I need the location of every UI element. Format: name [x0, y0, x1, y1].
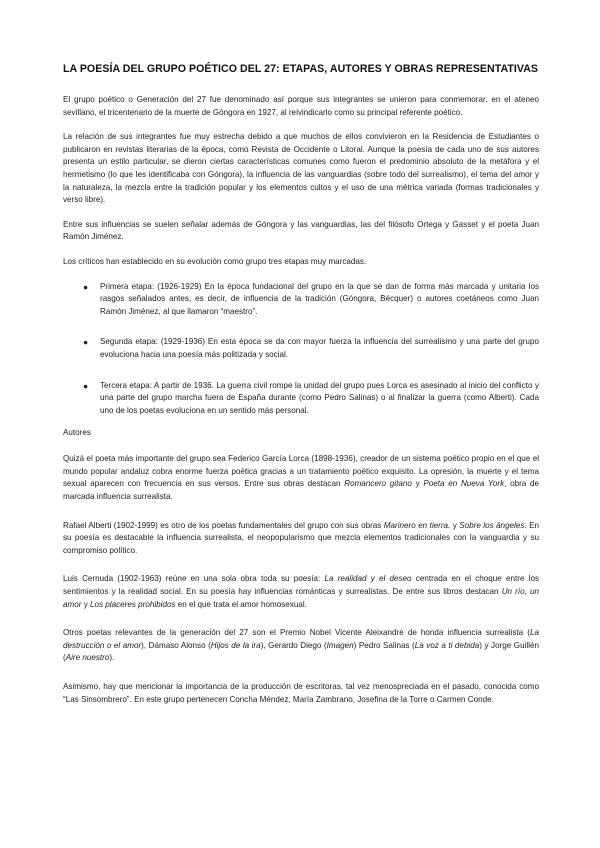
work-title: La voz a ti debida	[414, 640, 480, 650]
paragraph-women: Asimismo, hay que mencionar la importancia de la producción de escritoras, tal vez menospreciada en el pasado, conocida como “Las Sinsombrero”. En este grupo pertenecen Concha Méndez, María Zambrano, Josefina de la Torre o Carmen Conde.	[63, 682, 539, 704]
work-title: La realidad y el deseo	[324, 574, 412, 584]
text-run: y	[81, 599, 90, 609]
list-item	[63, 281, 539, 319]
stages-list	[63, 281, 539, 418]
work-title: Marinero en tierra.	[383, 520, 451, 530]
paragraph-critics: Los críticos han establecido en su evolución como grupo tres etapas muy marcadas.	[63, 256, 367, 266]
text-run: ).	[109, 653, 115, 663]
text-run: y	[411, 479, 424, 489]
work-title: La destrucción o el amor	[63, 628, 539, 650]
work-title: Aire nuestro	[65, 653, 110, 663]
text-run: y	[450, 520, 460, 530]
paragraph-relation: La relación de sus integrantes fue muy estrecha debido a que muchos de ellos convivieron en la Residencia de Estudiantes o publicaron en revistas literarias de la época, como Revista de Occidente o Litoral. Aunque la poesía de cada uno de sus autores presenta un estilo particular, se dieron ciertas características comunes como fueron el predominio absoluto de la metáfora y el hermetismo (lo que les identificaba con Góngora), la influencia de las vanguardias (sobre todo del surrealismo), el tema del amor y la naturaleza, la mezcla entre la tradición popular y los elementos cultos y el uso de una métrica variada (formas tradicionales y verso libre).	[63, 132, 539, 205]
text-run: . En su poesía es destacable la influencia surrealista, el neopopularismo que mezcla elementos tradicionales con la vanguardia y su compromiso político.	[63, 520, 540, 555]
stage-text: Tercera etapa: A partir de 1936. La guerra civil rompe la unidad del grupo pues Lorca es asesinado al inicio del conflicto y una parte del grupo marcha fuera de España durante (como Pedro Salinas) o al finalizar la guerra (como Alberti). Cada uno de los poetas evoluciona en un sentido más personal.	[100, 380, 539, 415]
bullet-icon: ●	[83, 281, 89, 292]
text-run: ), Dámaso Alonso (	[141, 640, 211, 650]
text-run: Luis Cernuda (1902-1963) reúne en una sola obra toda su poesía:	[63, 574, 325, 584]
bullet-icon: ●	[83, 337, 89, 348]
text-run: Rafael Alberti (1902-1999) es otro de los poetas fundamentales del grupo con sus obras	[63, 520, 384, 530]
authors-heading: Autores	[63, 428, 91, 438]
text-run: ) Pedro Salinas (	[353, 640, 415, 650]
work-title: Romancero gitano	[344, 479, 412, 489]
stage-text: Segunda etapa: (1929-1936) En esta época se da con mayor fuerza la influencia del surrealismo y una parte del grupo evoluciona hacia una poesía más politizada y social.	[100, 337, 539, 359]
text-run: Otros poetas relevantes de la generación del 27 son el Premio Nobel Vicente Aleixandre de honda influencia surrealista (	[63, 628, 530, 638]
text-run: , obra de marcada influencia surrealista.	[63, 479, 540, 502]
bullet-icon: ●	[83, 380, 89, 391]
paragraph-lorca	[63, 453, 539, 503]
paragraph-others	[63, 627, 539, 665]
work-title: Poeta en Nueva York	[423, 479, 505, 489]
text-run: en el que trata el amor homosexual.	[175, 599, 307, 609]
text-run: ) y Jorge Guillén (	[63, 640, 539, 663]
paragraph-cernuda	[63, 573, 539, 611]
work-title: Sobre los ángeles	[459, 520, 525, 530]
stage-text: Primera etapa: (1926-1929) En la época fundacional del grupo en la que se dan de forma más marcada y unitaria los rasgos señalados antes, es decir, de influencia de la tradición (Góngora, Bécquer) o autores coetáneos como Juan Ramón Jiménez, al que llamaron “maestro”.	[100, 281, 539, 316]
work-title: Los placeres prohibidos	[90, 599, 176, 609]
paragraph-intro: El grupo poético o Generación del 27 fue denominado así porque sus integrantes se unieron para conmemorar, en el ateneo sevillano, el tricentenario de la muerte de Góngora en 1927, al reivindicarlo como su principal referente poético.	[63, 95, 539, 117]
text-run: ), Gerardo Diego (	[260, 640, 327, 650]
list-item	[63, 380, 539, 418]
work-title: Hijos de la ira	[210, 640, 261, 650]
paragraph-influences: Entre sus influencias se suelen señalar además de Góngora y las vanguardias, las del filósofo Ortega y Gasset y el poeta Juan Ramón Jiménez.	[63, 219, 539, 242]
work-title: Imagen	[326, 640, 354, 650]
work-title: Un río, un amor	[63, 587, 540, 609]
text-run: Quizá el poeta más importante del grupo sea Federico García Lorca (1898-1936), creador de un sistema poético propio en el que el mundo popular andaluz cobra enorme fuerza poética gracias a un tratamiento poético exquisito. La opresión, la muerte y el tema sexual aparecen con frecuencia en sus versos. Entre sus obras destacan	[63, 454, 539, 489]
list-item	[63, 336, 539, 361]
paragraph-alberti	[63, 520, 539, 558]
document-title: LA POESÍA DEL GRUPO POÉTICO DEL 27: ETAPAS, AUTORES Y OBRAS REPRESENTATIVAS	[63, 63, 539, 75]
document-body	[63, 62, 539, 718]
text-run: centrada en el choque entre los sentimientos y la realidad social. En su poesía hay influencias románticas y surrealistas. De entre sus libros destacan	[63, 574, 540, 597]
